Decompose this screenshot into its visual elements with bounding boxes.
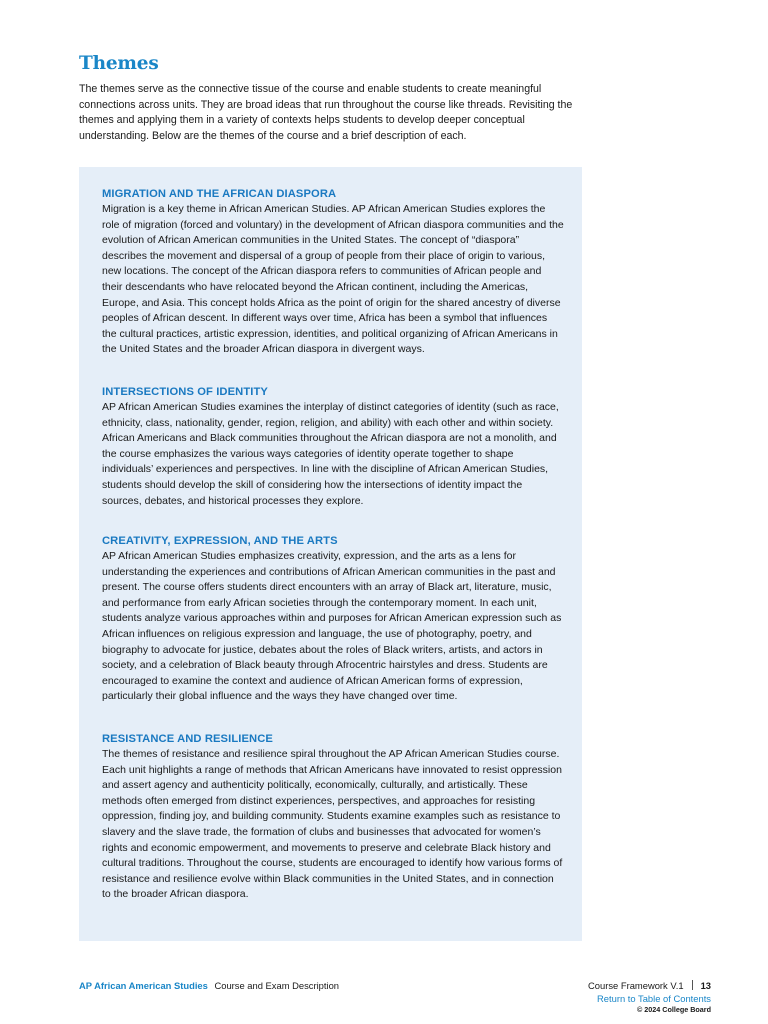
- theme-heading: CREATIVITY, EXPRESSION, AND THE ARTS: [102, 535, 338, 547]
- return-to-toc-link[interactable]: Return to Table of Contents: [597, 992, 711, 1004]
- theme-body: AP African American Studies emphasizes creativity, expression, and the arts as a lens for understanding the experiences and contributions of African American communities in the past and present. The course offers students direct encounters with an array of Black art, literature, music, and performance from early African societies through the contemporary moment. In each unit, students analyze various approaches within and purposes for African American expression such as African influences on religious expression and language, the use of photography, poetry, and biography to advocate for justice, debates about the roles of Black writers, artists, and actors in society, and a celebration of Black beauty through Afrocentric hairstyles and dress. Students are encouraged to examine the context and audience of African American forms of expression, particularly their global influence and the ways they have changed over time.: [102, 550, 562, 703]
- page-number: 13: [700, 980, 711, 991]
- footer-left: [79, 980, 339, 991]
- footer-right: [588, 980, 711, 1015]
- footer-page-info: [588, 980, 711, 993]
- theme-heading: RESISTANCE AND RESILIENCE: [102, 733, 273, 745]
- copyright-notice: © 2024 College Board: [636, 1005, 711, 1014]
- theme-body: AP African American Studies examines the interplay of distinct categories of identity (such as race, ethnicity, class, nationality, gender, region, religion, and ability) with each other and within society. African Americans and Black communities throughout the African diaspora are not a monolith, and the course emphasizes the various ways categories of identity operate together to shape individuals’ experiences and perspectives. In line with the discipline of African American Studies, students should develop the skill of considering how the intersections of identity impact the sources, debates, and historical processes they explore.: [102, 401, 559, 507]
- theme-body: The themes of resistance and resilience spiral throughout the AP African American Studies course. Each unit highlights a range of methods that African Americans have innovated to resist oppression and assert agency and authenticity politically, economically, culturally, and artistically. These methods often emerged from distinct experiences, perspectives, and approaches for resisting oppression, finding joy, and building community. Students examine examples such as resistance to slavery and the slave trade, the formation of clubs and businesses that advocated for women’s rights and economic empowerment, and movements to preserve and celebrate Black history and cultural traditions. Throughout the course, students are encouraged to identify how various forms of resistance and resilience evolve within Black communities in the United States, and in connection to the broader African diaspora.: [102, 748, 563, 901]
- theme-intersections: [102, 384, 564, 509]
- footer-document-name: Course and Exam Description: [214, 980, 340, 991]
- footer-divider: [692, 980, 693, 990]
- theme-resistance: [102, 731, 564, 903]
- theme-heading: INTERSECTIONS OF IDENTITY: [102, 386, 268, 398]
- theme-body: Migration is a key theme in African American Studies. AP African American Studies explores the role of migration (forced and voluntary) in the development of African diaspora communities and the evolution of African American communities in the United States. The concept of “diaspora” describes the movement and dispersal of a group of people from their place of origin to various, new locations. The concept of the African diaspora refers to communities of African people and their descendants who have relocated beyond the African continent, including the Americas, Europe, and Asia. This concept holds Africa as the point of origin for the shared ancestry of diverse peoples of African descent. In different ways over time, Africa has been a symbol that influences the cultural practices, artistic expression, identities, and political organizing of African Americans in the United States and the broader African diaspora in divergent ways.: [102, 203, 564, 356]
- themes-box: [79, 167, 582, 941]
- footer-course-name: AP African American Studies: [79, 980, 208, 991]
- intro-paragraph: The themes serve as the connective tissue of the course and enable students to create meaningful connections across units. They are broad ideas that run throughout the course like threads. Revisiting the themes and applying them in a variety of contexts helps students to develop deeper conceptual understanding. Below are the themes of the course and a brief description of each.: [79, 83, 573, 142]
- theme-creativity: [102, 533, 564, 705]
- page-title: Themes: [79, 53, 159, 74]
- theme-heading: MIGRATION AND THE AFRICAN DIASPORA: [102, 188, 337, 200]
- theme-migration: [102, 186, 564, 358]
- footer-section: Course Framework V.1: [588, 980, 684, 991]
